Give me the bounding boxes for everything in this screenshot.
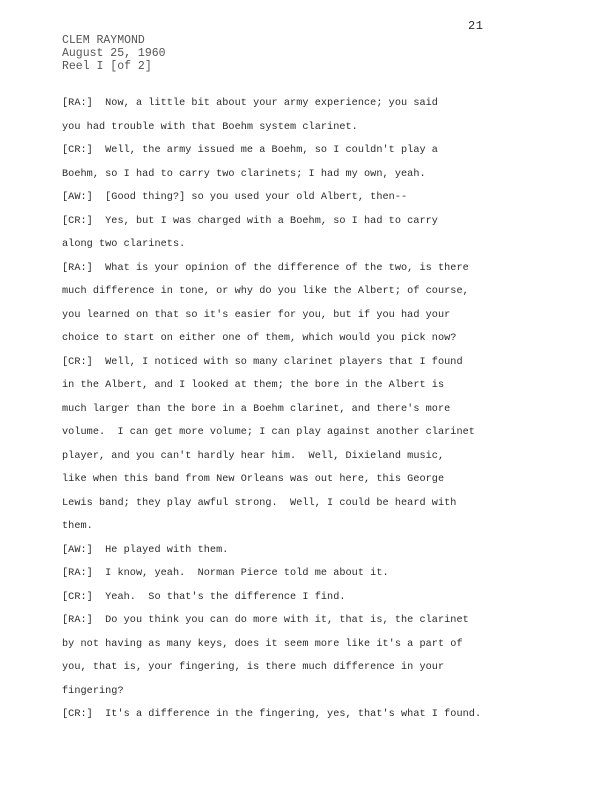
reel-label: Reel I [of 2] <box>62 60 152 73</box>
transcript-line: Lewis band; they play awful strong. Well, I could be heard with <box>62 497 457 509</box>
transcript-line: you, that is, your fingering, is there much difference in your <box>62 662 445 673</box>
transcript-line: fingering? <box>62 685 124 697</box>
page-number: 21 <box>468 19 484 33</box>
transcript-line: you had trouble with that Boehm system clarinet. <box>62 121 358 133</box>
transcript-body <box>62 92 562 727</box>
transcript-line: much larger than the bore in a Boehm clarinet, and there's more <box>62 403 451 415</box>
transcript-line: in the Albert, and I looked at them; the bore in the Albert is <box>62 380 445 391</box>
transcript-line: along two clarinets. <box>62 239 186 250</box>
transcript-line: choice to start on either one of them, which would you pick now? <box>62 333 457 344</box>
transcript-line: player, and you can't hardly hear him. Well, Dixieland music, <box>62 450 445 462</box>
transcript-line: [AW:] [Good thing?] so you used your old Albert, then-- <box>62 192 408 203</box>
transcript-line: much difference in tone, or why do you like the Albert; of course, <box>62 286 469 297</box>
transcript-line: [CR:] Well, the army issued me a Boehm, so I couldn't play a <box>62 145 438 156</box>
transcript-line: like when this band from New Orleans was out here, this George <box>62 474 445 485</box>
document-header <box>62 34 166 73</box>
transcript-line: [RA:] I know, yeah. Norman Pierce told me about it. <box>62 568 389 579</box>
transcript-line: Boehm, so I had to carry two clarinets; I had my own, yeah. <box>62 168 426 180</box>
transcript-line: [CR:] It's a difference in the fingering, yes, that's what I found. <box>62 709 482 720</box>
transcript-line: by not having as many keys, does it seem more like it's a part of <box>62 638 463 650</box>
transcript-line: [CR:] Well, I noticed with so many clarinet players that I found <box>62 356 463 368</box>
transcript-line: volume. I can get more volume; I can play against another clarinet <box>62 427 475 438</box>
interview-date: August 25, 1960 <box>62 47 166 60</box>
transcript-line: [RA:] What is your opinion of the difference of the two, is there <box>62 262 469 274</box>
transcript-line: them. <box>62 521 93 532</box>
transcript-line: [CR:] Yes, but I was charged with a Boehm, so I had to carry <box>62 215 438 227</box>
transcript-line: you learned on that so it's easier for you, but if you had your <box>62 309 451 321</box>
interviewee-name: CLEM RAYMOND <box>62 34 145 47</box>
transcript-line: [RA:] Now, a little bit about your army experience; you said <box>62 98 438 109</box>
transcript-line: [RA:] Do you think you can do more with it, that is, the clarinet <box>62 615 469 626</box>
transcript-line: [AW:] He played with them. <box>62 544 229 556</box>
transcript-line: [CR:] Yeah. So that's the difference I find. <box>62 591 346 603</box>
